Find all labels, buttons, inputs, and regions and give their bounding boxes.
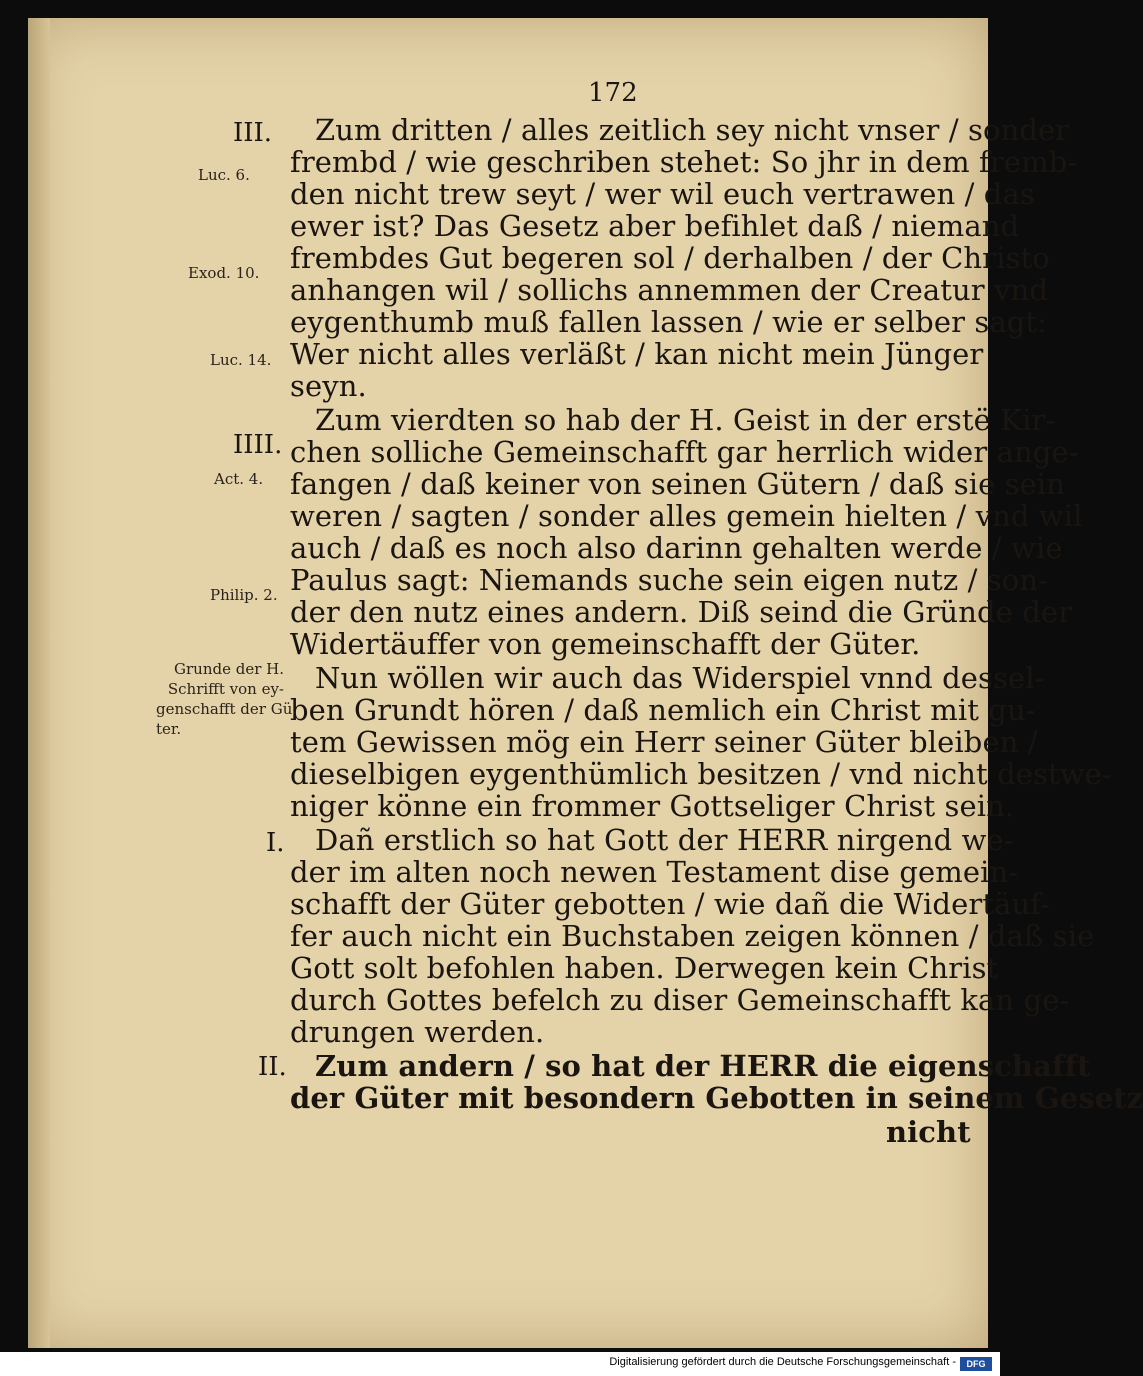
text-line: Widertäuffer von gemeinschafft der Güter. — [290, 627, 921, 661]
text-line: Nun wöllen wir auch das Widerspiel vnnd dessel- — [315, 661, 1045, 695]
text-line: ewer ist? Das Gesetz aber befihlet daß / niemand — [290, 209, 1020, 243]
text-line: weren / sagten / sonder alles gemein hielten / vnd wil — [290, 499, 1083, 533]
margin-note-exod10: Exod. 10. — [188, 264, 260, 282]
text-line: der im alten noch newen Testament dise gemein- — [290, 855, 1019, 889]
margin-note-grunde-4: ter. — [156, 720, 182, 738]
text-line: fer auch nicht ein Buchstaben zeigen können / daß sie — [290, 919, 1095, 953]
text-line: Paulus sagt: Niemands suche sein eigen nutz / son- — [290, 563, 1048, 597]
text-line: Gott solt befohlen haben. Derwegen kein Christ — [290, 951, 999, 985]
text-line: frembd / wie geschriben stehet: So jhr in dem fremb- — [290, 145, 1078, 179]
text-line: fangen / daß keiner von seinen Gütern / daß sie sein — [290, 467, 1066, 501]
page-number: 172 — [588, 78, 638, 108]
page-spine-edge — [28, 18, 50, 1348]
margin-note-grunde-3: genschafft der Gü — [156, 700, 293, 718]
text-line: dieselbigen eygenthümlich besitzen / vnd nicht destwe- — [290, 757, 1112, 791]
text-line: chen solliche Gemeinschafft gar herrlich wider ange- — [290, 435, 1079, 469]
text-line: tem Gewissen mög ein Herr seiner Güter bleiben / — [290, 725, 1038, 759]
text-line: schafft der Güter gebotten / wie dañ die Widertäuf- — [290, 887, 1050, 921]
text-line: Wer nicht alles verläßt / kan nicht mein Jünger — [290, 337, 984, 371]
text-line: der Güter mit besondern Gebotten in seinem Gesetz — [290, 1081, 1143, 1115]
funding-credit: Digitalisierung gefördert durch die Deutsche Forschungsgemeinschaft - — [609, 1356, 956, 1368]
text-line: eygenthumb muß fallen lassen / wie er selber sagt: — [290, 305, 1048, 339]
section-numeral-iii: III. — [233, 118, 273, 148]
text-line: niger könne ein frommer Gottseliger Christ sein. — [290, 789, 1015, 823]
margin-note-grunde-2: Schrifft von ey- — [167, 680, 284, 698]
text-line: Zum andern / so hat der HERR die eigenschafft — [315, 1049, 1091, 1083]
text-line: auch / daß es noch also darinn gehalten werde / wie — [290, 531, 1063, 565]
footer-bar — [0, 1352, 1000, 1376]
text-line: durch Gottes befelch zu diser Gemeinschafft kan ge- — [290, 983, 1070, 1017]
text-line: der den nutz eines andern. Diß seind die Gründe der — [290, 595, 1073, 629]
text-line: seyn. — [290, 369, 367, 403]
text-line: den nicht trew seyt / wer wil euch vertrawen / das — [290, 177, 1035, 211]
margin-note-philip2: Philip. 2. — [210, 586, 278, 604]
catchword: nicht — [886, 1115, 971, 1149]
text-line: drungen werden. — [290, 1015, 545, 1049]
text-line: Zum dritten / alles zeitlich sey nicht vnser / sonder — [315, 113, 1070, 147]
margin-note-luc6: Luc. 6. — [198, 166, 250, 184]
margin-note-luc14: Luc. 14. — [210, 351, 272, 369]
section-numeral-iiii: IIII. — [233, 430, 283, 460]
margin-note-act4: Act. 4. — [214, 470, 264, 488]
section-numeral-i: I. — [266, 828, 285, 858]
text-line: frembdes Gut begeren sol / derhalben / der Christo — [290, 241, 1050, 275]
margin-note-grunde-1: Grunde der H. — [174, 660, 284, 678]
text-line: Dañ erstlich so hat Gott der HERR nirgend we- — [315, 823, 1014, 857]
dfg-logo: DFG — [960, 1357, 992, 1371]
book-page — [28, 18, 1143, 1348]
text-line: ben Grundt hören / daß nemlich ein Christ mit gu- — [290, 693, 1036, 727]
text-line: anhangen wil / sollichs annemmen der Creatur vnd — [290, 273, 1049, 307]
text-line: Zum vierdten so hab der H. Geist in der erstë Kir- — [315, 403, 1056, 437]
section-numeral-ii: II. — [258, 1052, 287, 1082]
